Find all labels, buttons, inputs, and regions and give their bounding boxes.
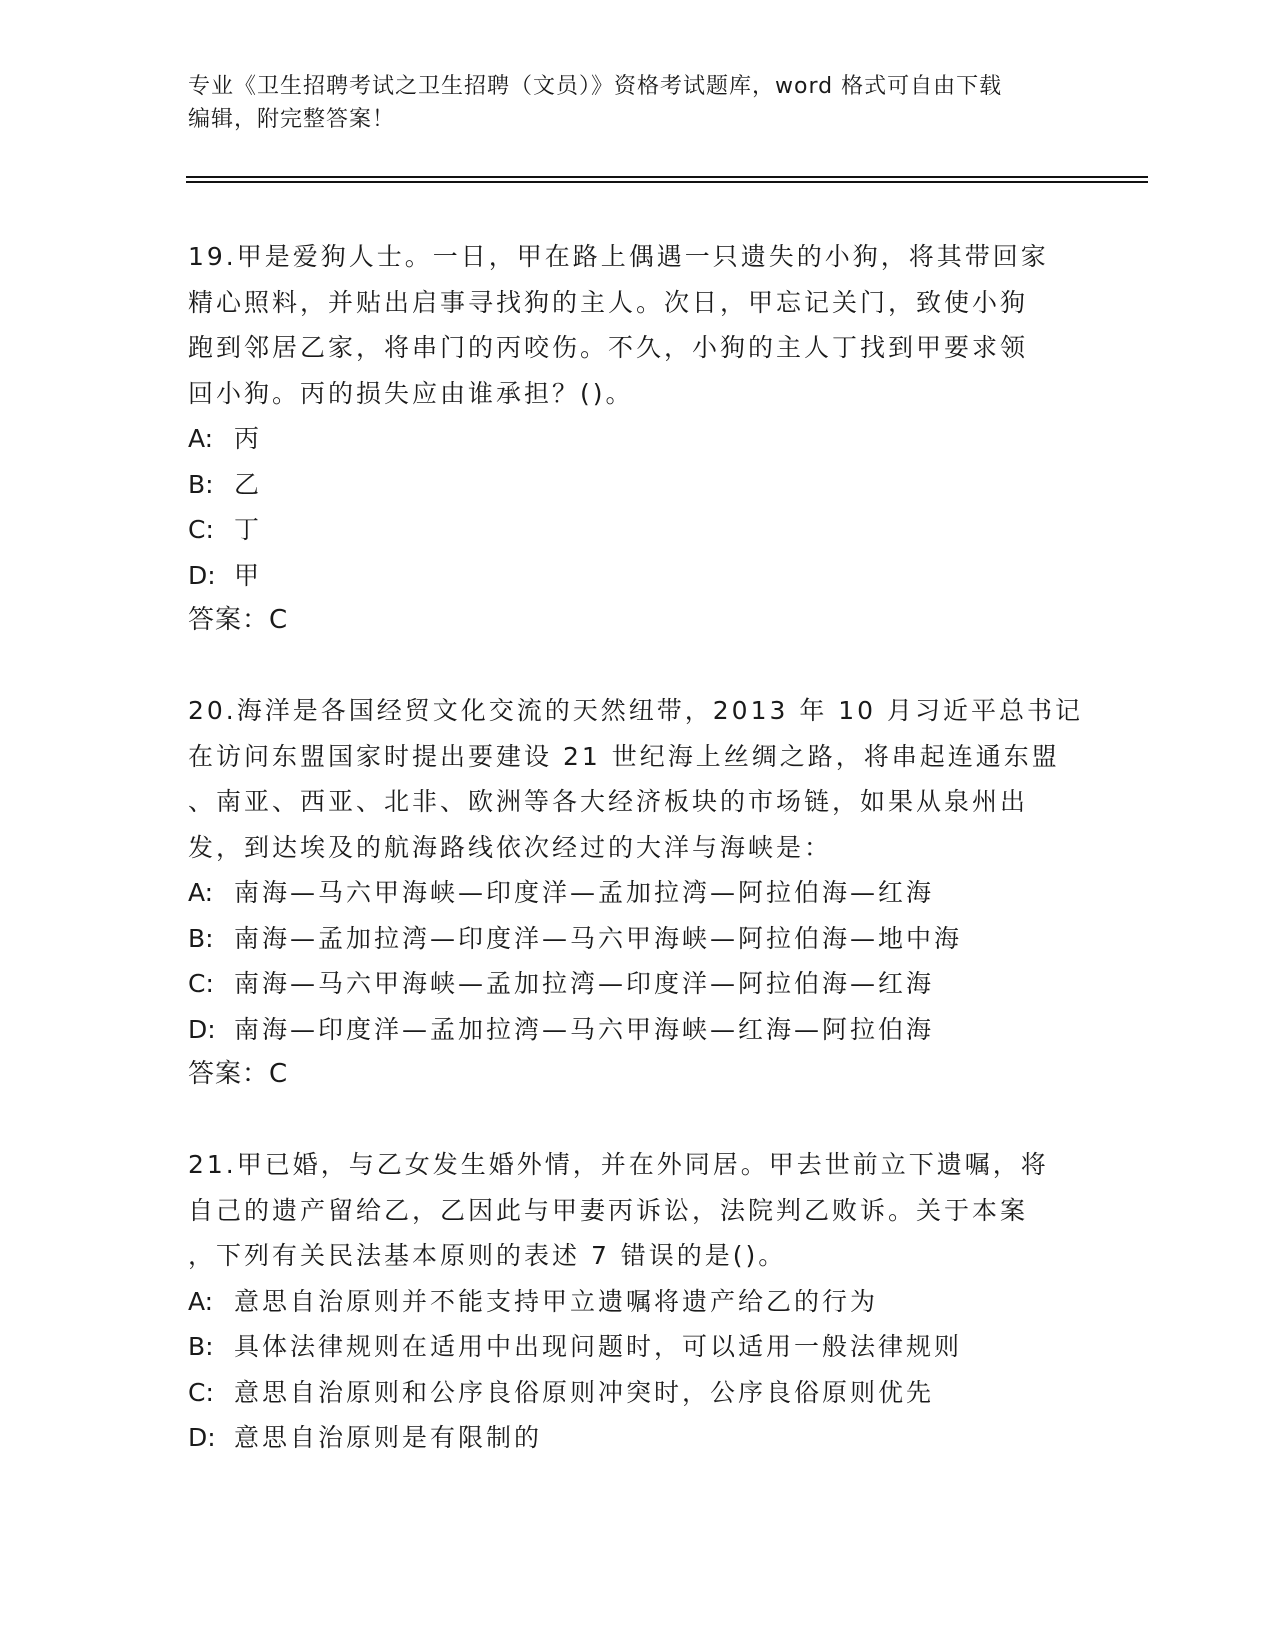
option-c xyxy=(188,1370,1088,1416)
stem-line: 19.甲是爱狗人士。一日，甲在路上偶遇一只遗失的小狗，将其带回家 xyxy=(188,242,1049,271)
stem-line: 回小狗。丙的损失应由谁承担？()。 xyxy=(188,378,634,408)
option-b xyxy=(188,1324,1088,1370)
option-letter: C: xyxy=(188,969,214,998)
option-letter: D: xyxy=(188,560,216,590)
option-text: 南海—孟加拉湾—印度洋—马六甲海峡—阿拉伯海—地中海 xyxy=(234,923,963,953)
option-a xyxy=(188,416,1088,462)
option-letter: B: xyxy=(188,469,214,499)
stem-line: 在访问东盟国家时提出要建设 21 世纪海上丝绸之路，将串起连通东盟 xyxy=(188,741,1060,771)
option-text: 具体法律规则在适用中出现问题时，可以适用一般法律规则 xyxy=(234,1332,963,1361)
option-text: 意思自治原则和公序良俗原则冲突时，公序良俗原则优先 xyxy=(234,1377,935,1407)
question-stem xyxy=(188,1142,1088,1279)
option-a xyxy=(188,1279,1088,1325)
header-divider-bottom xyxy=(186,181,1148,183)
option-text: 意思自治原则是有限制的 xyxy=(234,1423,543,1452)
stem-line: 21.甲已婚，与乙女发生婚外情，并在外同居。甲去世前立下遗嘱，将 xyxy=(188,1150,1049,1179)
option-letter: D: xyxy=(188,1014,216,1044)
option-c xyxy=(188,961,1088,1007)
header-line-2: 编辑，附完整答案！ xyxy=(188,107,396,132)
stem-line: 发，到达埃及的航海路线依次经过的大洋与海峡是： xyxy=(188,832,833,862)
option-letter: D: xyxy=(188,1423,216,1452)
option-d xyxy=(188,1415,1088,1461)
option-text: 南海—马六甲海峡—孟加拉湾—印度洋—阿拉伯海—红海 xyxy=(234,969,935,998)
header-line-1: 专业《卫生招聘考试之卫生招聘（文员）》资格考试题库，word 格式可自由下载 xyxy=(188,74,1003,99)
option-text: 甲 xyxy=(234,560,263,590)
option-b xyxy=(188,462,1088,508)
option-letter: C: xyxy=(188,515,214,544)
option-letter: A: xyxy=(188,1286,214,1316)
option-a xyxy=(188,870,1088,916)
stem-line: 、南亚、西亚、北非、欧洲等各大经济板块的市场链，如果从泉州出 xyxy=(188,787,1029,816)
option-c xyxy=(188,507,1088,553)
option-text: 南海—马六甲海峡—印度洋—孟加拉湾—阿拉伯海—红海 xyxy=(234,878,935,907)
option-letter: B: xyxy=(188,1332,214,1361)
option-d xyxy=(188,553,1088,599)
option-d xyxy=(188,1007,1088,1053)
option-text: 南海—印度洋—孟加拉湾—马六甲海峡—红海—阿拉伯海 xyxy=(234,1014,935,1044)
stem-line: ，下列有关民法基本原则的表述 7 错误的是()。 xyxy=(188,1241,787,1270)
option-letter: A: xyxy=(188,424,214,453)
stem-line: 跑到邻居乙家，将串门的丙咬伤。不久，小狗的主人丁找到甲要求领 xyxy=(188,333,1029,362)
option-text: 乙 xyxy=(234,469,263,499)
option-b xyxy=(188,916,1088,962)
document-header xyxy=(188,70,1068,136)
option-letter: C: xyxy=(188,1377,214,1407)
stem-line: 20.海洋是各国经贸文化交流的天然纽带，2013 年 10 月习近平总书记 xyxy=(188,696,1084,725)
question-stem xyxy=(188,688,1088,870)
option-text: 丁 xyxy=(234,515,263,544)
option-text: 意思自治原则并不能支持甲立遗嘱将遗产给乙的行为 xyxy=(234,1286,879,1316)
question-20 xyxy=(188,688,1088,1098)
question-21 xyxy=(188,1142,1088,1461)
stem-line: 精心照料，并贴出启事寻找狗的主人。次日，甲忘记关门，致使小狗 xyxy=(188,287,1029,317)
question-19 xyxy=(188,234,1088,644)
option-letter: A: xyxy=(188,878,214,907)
option-letter: B: xyxy=(188,923,214,953)
answer: 答案：C xyxy=(188,1059,289,1089)
header-divider-top xyxy=(186,176,1148,178)
answer: 答案：C xyxy=(188,605,289,635)
stem-line: 自己的遗产留给乙，乙因此与甲妻丙诉讼，法院判乙败诉。关于本案 xyxy=(188,1195,1029,1225)
option-text: 丙 xyxy=(234,424,263,453)
question-stem xyxy=(188,234,1088,416)
